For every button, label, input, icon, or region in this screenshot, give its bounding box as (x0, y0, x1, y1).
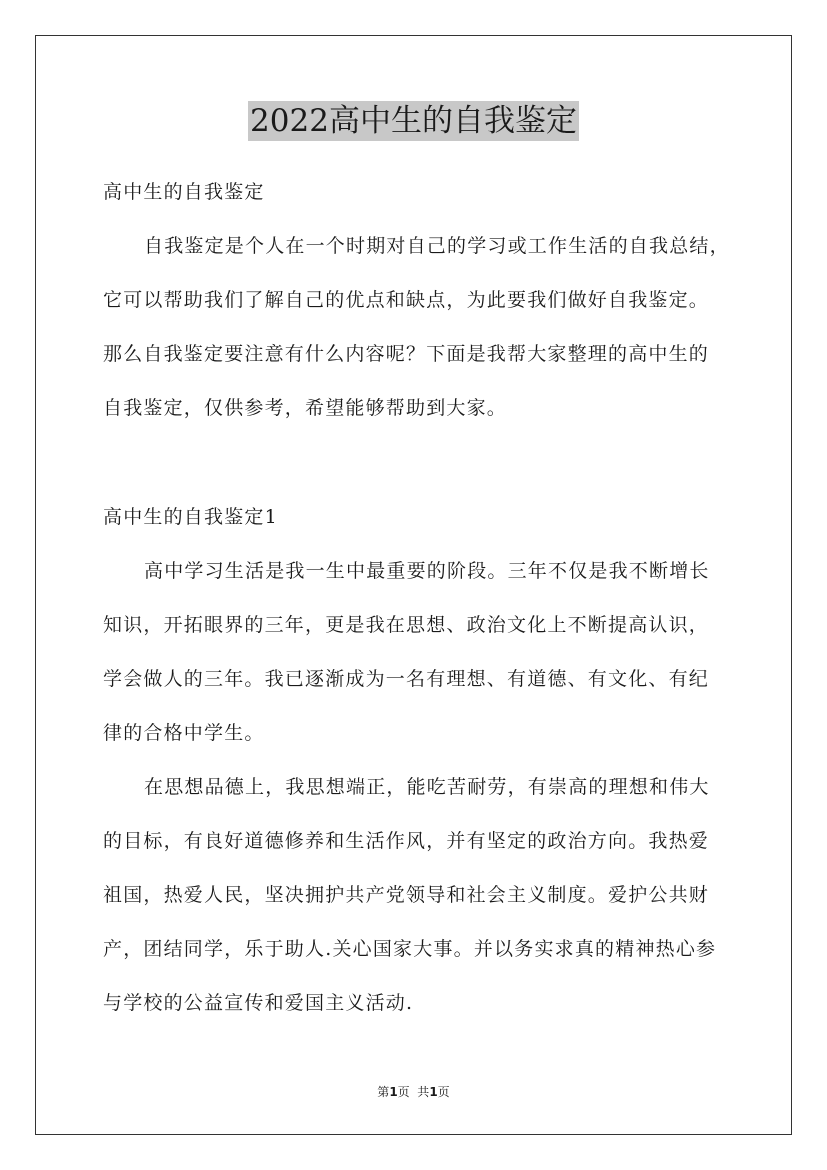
footer-page-total: 1 (429, 1085, 438, 1099)
footer-page-mid: 页 共 (397, 1085, 430, 1099)
paragraph-line: 与学校的公益宣传和爱国主义活动. (103, 992, 414, 1014)
paragraph-line: 在思想品德上，我思想端正，能吃苦耐劳，有崇高的理想和伟大 (144, 776, 710, 798)
paragraph-line: 自我鉴定，仅供参考，希望能够帮助到大家。 (103, 397, 508, 419)
paragraph-line: 那么自我鉴定要注意有什么内容呢？下面是我帮大家整理的高中生的 (103, 343, 710, 365)
document-title: 2022高中生的自我鉴定 (250, 103, 577, 139)
paragraph-line: 产，团结同学，乐于助人.关心国家大事。并以务实求真的精神热心参 (103, 938, 717, 960)
paragraph-line: 的目标，有良好道德修养和生活作风，并有坚定的政治方向。我热爱 (103, 830, 710, 852)
footer-page-number: 1 (389, 1085, 398, 1099)
paragraph-line: 自我鉴定是个人在一个时期对自己的学习或工作生活的自我总结， (144, 235, 730, 257)
page-footer (0, 1084, 827, 1100)
paragraph-line: 祖国，热爱人民，坚决拥护共产党领导和社会主义制度。爱护公共财 (103, 884, 710, 906)
paragraph-line: 知识，开拓眼界的三年，更是我在思想、政治文化上不断提高认识， (103, 614, 710, 636)
paragraph-line: 律的合格中学生。 (103, 722, 265, 744)
paragraph-line: 学会做人的三年。我已逐渐成为一名有理想、有道德、有文化、有纪 (103, 668, 710, 690)
footer-page-prefix: 第 (377, 1085, 390, 1099)
section-heading: 高中生的自我鉴定1 (103, 506, 278, 528)
section-heading: 高中生的自我鉴定 (103, 181, 265, 203)
paragraph-line: 它可以帮助我们了解自己的优点和缺点，为此要我们做好自我鉴定。 (103, 289, 710, 311)
title-container (0, 101, 827, 141)
paragraph-line: 高中学习生活是我一生中最重要的阶段。三年不仅是我不断增长 (144, 560, 710, 582)
footer-page-suffix: 页 (437, 1085, 450, 1099)
